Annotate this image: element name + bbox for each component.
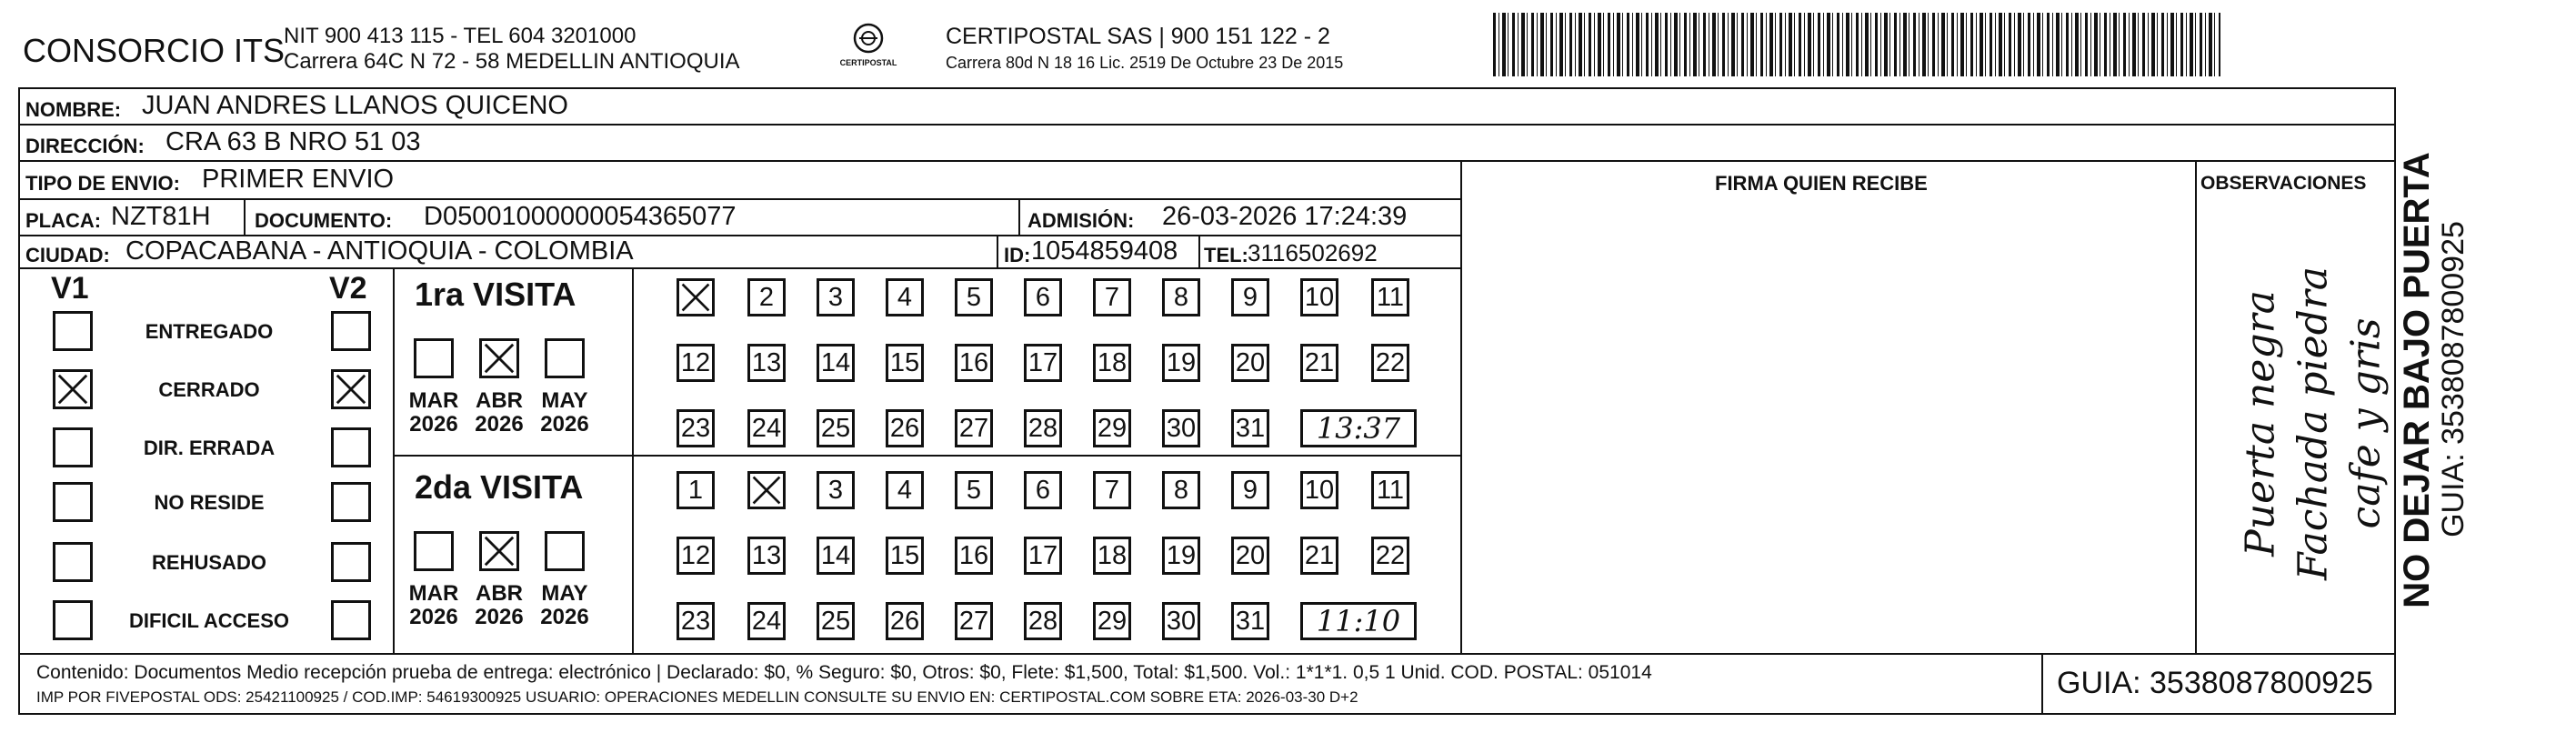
day-number: 13: [751, 540, 782, 570]
day-box[interactable]: [1162, 537, 1200, 575]
day-number: 13: [751, 347, 782, 377]
day-number: 19: [1166, 540, 1197, 570]
day-box[interactable]: [817, 409, 855, 447]
v2-label: V2: [329, 271, 367, 306]
day-box[interactable]: [677, 409, 715, 447]
barcode: [1493, 13, 2220, 76]
day-number: 4: [897, 282, 913, 312]
day-box[interactable]: [1093, 278, 1131, 316]
day-number: 1: [687, 475, 704, 505]
v1-checkbox[interactable]: [53, 427, 93, 467]
month-name: MAY: [541, 388, 588, 413]
check-mark-icon: [679, 281, 712, 314]
id-label: ID:: [1004, 244, 1031, 266]
visit-1-title: 1ra VISITA: [415, 276, 576, 313]
v1-label: V1: [51, 271, 89, 306]
day-box[interactable]: [955, 344, 993, 382]
v2-checkbox[interactable]: [331, 427, 371, 467]
documento-label: DOCUMENTO:: [255, 209, 393, 232]
day-number: 21: [1304, 347, 1335, 377]
day-number: 19: [1166, 347, 1197, 377]
day-number: 9: [1242, 475, 1258, 505]
v2-checkbox[interactable]: [331, 542, 371, 582]
month-checkbox[interactable]: [479, 338, 519, 378]
side-no-dejar: NO DEJAR BAJO PUERTA: [2397, 152, 2437, 608]
month-year: 2026: [475, 605, 524, 630]
side-guia: GUIA: 3538087800925: [2436, 221, 2471, 537]
day-number: 27: [958, 606, 989, 636]
status-option-label: DIR. ERRADA: [143, 437, 276, 459]
placa-label: PLACA:: [25, 209, 102, 232]
month-name: ABR: [476, 581, 523, 606]
day-box[interactable]: [747, 344, 786, 382]
day-box[interactable]: [1162, 471, 1200, 509]
ciudad-label: CIUDAD:: [25, 244, 110, 266]
check-mark-icon: [750, 474, 783, 507]
day-box[interactable]: [817, 344, 855, 382]
month-label: [533, 582, 596, 630]
visit-time-box: 11:10: [1300, 602, 1417, 640]
status-option-label: NO RESIDE: [154, 491, 265, 514]
observaciones-label: OBSERVACIONES: [2200, 173, 2367, 194]
v2-checkbox[interactable]: [331, 369, 371, 409]
day-box[interactable]: [1024, 278, 1062, 316]
status-option-label: DIFICIL ACCESO: [128, 609, 289, 632]
day-box[interactable]: [677, 602, 715, 640]
day-box[interactable]: [955, 409, 993, 447]
day-box[interactable]: [1371, 537, 1409, 575]
month-checkbox[interactable]: [545, 338, 585, 378]
day-box[interactable]: [955, 602, 993, 640]
day-box[interactable]: [1093, 537, 1131, 575]
visit-2-title: 2da VISITA: [415, 468, 584, 506]
day-box[interactable]: [817, 278, 855, 316]
v1-checkbox[interactable]: [53, 542, 93, 582]
day-number: 9: [1242, 282, 1258, 312]
day-number: 16: [958, 540, 989, 570]
obs-line-1: Puerta negra: [2237, 290, 2284, 557]
day-number: 24: [751, 413, 782, 443]
v2-checkbox[interactable]: [331, 600, 371, 640]
day-box[interactable]: [677, 278, 715, 316]
day-number: 18: [1097, 347, 1128, 377]
day-box[interactable]: [1093, 344, 1131, 382]
day-box[interactable]: [1024, 409, 1062, 447]
month-name: MAY: [541, 581, 588, 606]
day-number: 18: [1097, 540, 1128, 570]
day-box[interactable]: [1093, 409, 1131, 447]
obs-line-3: cafe y gris: [2342, 317, 2390, 529]
day-box[interactable]: [1024, 344, 1062, 382]
day-box[interactable]: [886, 409, 924, 447]
day-number: 14: [820, 347, 851, 377]
day-number: 5: [966, 282, 982, 312]
certipostal-address: Carrera 80d N 18 16 Lic. 2519 De Octubre 23 De 2015: [946, 54, 1344, 72]
day-number: 28: [1027, 413, 1058, 443]
day-number: 4: [897, 475, 913, 505]
day-number: 22: [1375, 347, 1406, 377]
check-mark-icon: [55, 372, 90, 407]
day-box[interactable]: [1300, 278, 1338, 316]
day-box[interactable]: [1371, 344, 1409, 382]
month-label: [533, 389, 596, 437]
day-number: 14: [820, 540, 851, 570]
certipostal-name: CERTIPOSTAL SAS | 900 151 122 - 2: [946, 24, 1330, 49]
day-box[interactable]: [886, 278, 924, 316]
month-year: 2026: [475, 412, 524, 437]
day-box[interactable]: [1300, 344, 1338, 382]
month-label: [402, 582, 466, 630]
day-number: 30: [1166, 606, 1197, 636]
tel-label: TEL:: [1204, 244, 1248, 266]
day-number: 5: [966, 475, 982, 505]
day-number: 27: [958, 413, 989, 443]
admision-value: 26-03-2026 17:24:39: [1162, 202, 1408, 231]
month-checkbox[interactable]: [479, 531, 519, 571]
day-box[interactable]: [1231, 602, 1269, 640]
ciudad-value: COPACABANA - ANTIOQUIA - COLOMBIA: [125, 236, 634, 266]
day-box[interactable]: [747, 409, 786, 447]
day-box[interactable]: [1024, 471, 1062, 509]
status-option-label: ENTREGADO: [145, 320, 274, 343]
direccion-label: DIRECCIÓN:: [25, 135, 145, 157]
id-value: 1054859408: [1031, 236, 1178, 266]
tipo-envio-label: TIPO DE ENVIO:: [25, 172, 180, 195]
direccion-value: CRA 63 B NRO 51 03: [165, 127, 421, 156]
day-box[interactable]: [1024, 537, 1062, 575]
check-mark-icon: [334, 372, 368, 407]
day-box[interactable]: [1162, 344, 1200, 382]
day-box[interactable]: [1371, 471, 1409, 509]
day-number: 31: [1235, 413, 1266, 443]
day-box[interactable]: [677, 537, 715, 575]
month-label: [467, 582, 531, 630]
footer-imp-line: IMP POR FIVEPOSTAL ODS: 25421100925 / COD.IMP: 54619300925 USUARIO: OPERACIONES MEDELLIN CONSULTE SU ENVIO EN: CERTIPOSTAL.COM SOBRE ETA: 2026-03-30 D+2: [36, 688, 1358, 706]
v1-checkbox[interactable]: [53, 311, 93, 351]
month-name: ABR: [476, 388, 523, 413]
day-box[interactable]: [955, 537, 993, 575]
day-number: 25: [820, 606, 851, 636]
day-number: 24: [751, 606, 782, 636]
day-number: 6: [1035, 475, 1051, 505]
day-number: 20: [1235, 540, 1266, 570]
documento-value: D05001000000054365077: [424, 202, 737, 231]
day-number: 12: [680, 540, 711, 570]
day-number: 6: [1035, 282, 1051, 312]
day-number: 8: [1173, 282, 1189, 312]
nombre-value: JUAN ANDRES LLANOS QUICENO: [142, 91, 568, 120]
day-number: 8: [1173, 475, 1189, 505]
day-box[interactable]: [747, 602, 786, 640]
visit-time-box: 13:37: [1300, 409, 1417, 447]
day-box[interactable]: [1093, 471, 1131, 509]
firma-label: FIRMA QUIEN RECIBE: [1715, 172, 1928, 195]
nombre-label: NOMBRE:: [25, 98, 122, 121]
day-box[interactable]: [1024, 602, 1062, 640]
v1-checkbox[interactable]: [53, 369, 93, 409]
day-number: 3: [827, 282, 844, 312]
day-number: 15: [889, 347, 920, 377]
tipo-envio-value: PRIMER ENVIO: [202, 165, 395, 194]
day-box[interactable]: [886, 344, 924, 382]
day-box[interactable]: [747, 278, 786, 316]
day-number: 7: [1104, 475, 1120, 505]
day-number: 2: [758, 282, 775, 312]
day-number: 21: [1304, 540, 1335, 570]
logo-text: CERTIPOSTAL: [839, 58, 897, 67]
day-box[interactable]: [1162, 409, 1200, 447]
day-number: 7: [1104, 282, 1120, 312]
day-box[interactable]: [1231, 278, 1269, 316]
month-checkbox[interactable]: [545, 531, 585, 571]
day-number: 23: [680, 413, 711, 443]
day-box[interactable]: [886, 471, 924, 509]
obs-line-2: Fachada piedra: [2290, 266, 2337, 581]
month-label: [402, 389, 466, 437]
day-number: 28: [1027, 606, 1058, 636]
v1-checkbox[interactable]: [53, 482, 93, 522]
day-box[interactable]: [817, 537, 855, 575]
day-number: 20: [1235, 347, 1266, 377]
certipostal-logo: [832, 20, 905, 76]
company-address: Carrera 64C N 72 - 58 MEDELLIN ANTIOQUIA: [284, 49, 740, 74]
nit-line: NIT 900 413 115 - TEL 604 3201000: [284, 24, 636, 48]
month-year: 2026: [409, 412, 458, 437]
check-mark-icon: [482, 534, 516, 568]
day-box[interactable]: [886, 602, 924, 640]
month-year: 2026: [540, 412, 589, 437]
day-number: 29: [1097, 413, 1128, 443]
admision-label: ADMISIÓN:: [1027, 209, 1135, 232]
month-checkbox[interactable]: [414, 531, 454, 571]
month-year: 2026: [540, 605, 589, 630]
day-box[interactable]: [677, 471, 715, 509]
day-box[interactable]: [955, 278, 993, 316]
status-option-label: CERRADO: [158, 378, 260, 401]
day-box[interactable]: [747, 537, 786, 575]
status-option-label: REHUSADO: [152, 551, 266, 574]
tel-value: 3116502692: [1248, 239, 1378, 266]
month-label: [467, 389, 531, 437]
day-number: 10: [1304, 282, 1335, 312]
day-box[interactable]: [1231, 471, 1269, 509]
footer-guia: GUIA: 3538087800925: [2057, 666, 2373, 700]
day-box[interactable]: [955, 471, 993, 509]
day-box[interactable]: [1231, 537, 1269, 575]
day-number: 16: [958, 347, 989, 377]
month-checkbox[interactable]: [414, 338, 454, 378]
day-number: 29: [1097, 606, 1128, 636]
day-number: 11: [1376, 475, 1405, 505]
day-number: 26: [889, 606, 920, 636]
day-number: 3: [827, 475, 844, 505]
day-number: 15: [889, 540, 920, 570]
month-name: MAR: [408, 388, 459, 413]
v2-checkbox[interactable]: [331, 311, 371, 351]
placa-value: NZT81H: [111, 202, 211, 231]
day-number: 17: [1027, 540, 1058, 570]
day-box[interactable]: [1162, 602, 1200, 640]
day-box[interactable]: [747, 471, 786, 509]
day-box[interactable]: [1371, 278, 1409, 316]
day-box[interactable]: [1093, 602, 1131, 640]
month-name: MAR: [408, 581, 459, 606]
check-mark-icon: [482, 341, 516, 376]
day-box[interactable]: [817, 471, 855, 509]
day-number: 10: [1304, 475, 1335, 505]
day-box[interactable]: [1231, 344, 1269, 382]
month-year: 2026: [409, 605, 458, 630]
day-box[interactable]: [1300, 537, 1338, 575]
day-number: 11: [1376, 282, 1405, 312]
day-number: 23: [680, 606, 711, 636]
day-number: 30: [1166, 413, 1197, 443]
v1-checkbox[interactable]: [53, 600, 93, 640]
day-box[interactable]: [1231, 409, 1269, 447]
day-number: 17: [1027, 347, 1058, 377]
observaciones-handwriting: [2197, 191, 2395, 650]
day-box[interactable]: [677, 344, 715, 382]
day-box[interactable]: [886, 537, 924, 575]
day-number: 31: [1235, 606, 1266, 636]
footer-contenido: Contenido: Documentos Medio recepción prueba de entrega: electrónico | Declarado: $0, % Seguro: $0, Otros: $0, Flete: $1,500, Total: $1,500. Vol.: 1*1*1. 0,5 1 Unid. COD. POSTAL: 051014: [36, 662, 1652, 683]
day-number: 26: [889, 413, 920, 443]
day-box[interactable]: [1162, 278, 1200, 316]
day-box[interactable]: [1300, 471, 1338, 509]
day-box[interactable]: [817, 602, 855, 640]
day-number: 12: [680, 347, 711, 377]
day-number: 25: [820, 413, 851, 443]
v2-checkbox[interactable]: [331, 482, 371, 522]
day-number: 22: [1375, 540, 1406, 570]
company-name: CONSORCIO ITS: [23, 32, 286, 69]
